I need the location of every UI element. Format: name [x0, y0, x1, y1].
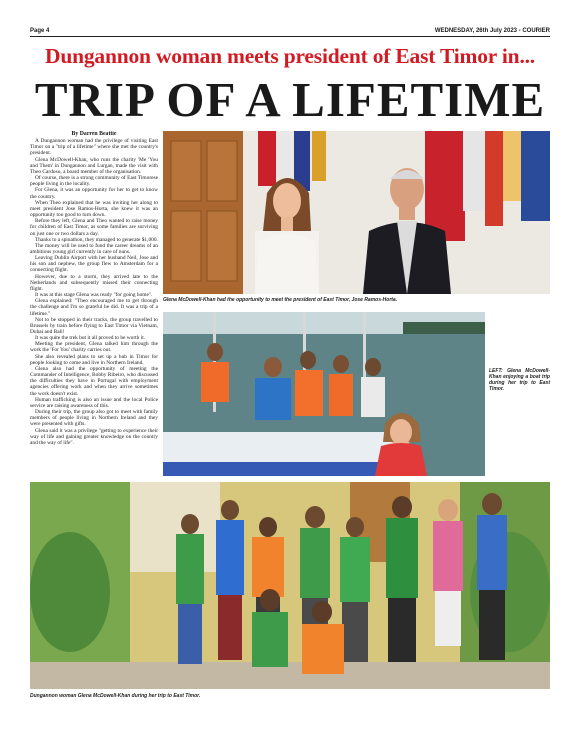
article-paragraph: The money will be used to fund the career dreams of an ambitious young girl currently in care of nuns. [30, 242, 158, 255]
kicker-headline: Dungannon woman meets president of East Timor in... [45, 44, 535, 68]
photo-president-meeting [163, 131, 550, 294]
byline: By Darren Beattie [71, 131, 117, 137]
photo-president-meeting-illustration [163, 131, 550, 294]
article-paragraph: When Theo explained that he was inviting her along to meet president Jose Ramos-Horta, she knew it was an opportunity too good to turn down. [30, 199, 158, 219]
article-paragraph: Human trafficking is also an issue and the local Police service are raising awareness of this. [30, 396, 158, 409]
page-header [30, 26, 550, 36]
photo-group-caption: Dungannon woman Glena McDowell-Khan during her trip to East Timor. [30, 693, 201, 699]
photo-group [30, 482, 550, 689]
header-rule [30, 36, 550, 37]
article-paragraph: Glena explained: "Theo encouraged me to get through the challenge and I'm so grateful he did. It was a trip of a lifetime." [30, 298, 158, 317]
photo-boat-caption: LEFT: Glena McDowell-Khan enjoying a boat trip during her trip to East Timor. [489, 368, 550, 392]
issue-date: WEDNESDAY, 26th July 2023 - COURIER [434, 28, 550, 34]
page-number: Page 4 [30, 28, 50, 34]
article-paragraph: Glena said it was a privilege "getting to experience their way of life and gaining greater knowledge on the country and the way of life". [30, 427, 158, 446]
photo-president-caption: Glena McDowell-Khan had the opportunity to meet the president of East Timor, Jose Ramos-Horta. [163, 297, 398, 303]
photo-boat-trip [163, 312, 485, 476]
article-paragraph: She also revealed plans to set up a hub in Timor for people looking to come and live in Northern Ireland. [30, 353, 158, 366]
main-headline: TRIP OF A LIFETIME [34, 72, 546, 127]
article-paragraph: Glena also had the opportunity of meeting the Commander of Intelligence, Bobby Ribeiro, who discussed the difficulties they have in Portugal with employment agencies offering work and when they arrive sometimes the work doesn't exist. [30, 365, 158, 397]
article-paragraph: It was at this stage Glena was ready "for going home". [35, 292, 153, 299]
article-body [30, 131, 158, 476]
article-paragraph: Before they left, Glena and Theo wanted to raise money for children of East Timor, as some families are surviving on just one or two dollars a day. [30, 218, 158, 237]
article-paragraph: Meeting the president, Glena talked him through the work the 'For You' charity carries out. [30, 341, 158, 354]
article-paragraph: It was quite the trek but it all proved to be worth it. [35, 335, 146, 342]
photo-boat-trip-illustration [163, 312, 485, 476]
article-paragraph: A Dungannon woman had the privilege of visiting East Timor on a "trip of a lifetime" where she met the country's president. [30, 138, 158, 157]
article-paragraph: Of course, there is a strong community of East Timorese people living in the locality. [30, 175, 158, 188]
article-paragraph: Not to be stopped in their tracks, the group travelled to Brussels by train before flying to East Timor via Vietnam, Dubai and Bali! [30, 316, 158, 335]
article-paragraph: Leaving Dublin Airport with her husband Neil, Jose and his son and nephew, the group flew to Amsterdam for a connecting flight. [30, 255, 158, 274]
article-paragraph: During their trip, the group also got to meet with family members of people living in Northern Ireland and they were presented with gifts. [30, 409, 158, 428]
article-paragraph: Glena McDowell-Khan, who runs the charity 'Me 'You and Them' in Dungannon and Lurgan, made the visit with Theo Cardoso, a board member of the organisation. [30, 156, 158, 175]
article-paragraph: For Glena, it was an opportunity for her to get to know the country. [30, 187, 158, 200]
article-paragraph: Thanks to a spinathon, they managed to generate $1,000. [35, 236, 158, 243]
article-paragraph: However, due to a storm, they arrived late to the Netherlands and subsequently missed their connecting flight. [30, 273, 158, 292]
photo-group-illustration [30, 482, 550, 689]
